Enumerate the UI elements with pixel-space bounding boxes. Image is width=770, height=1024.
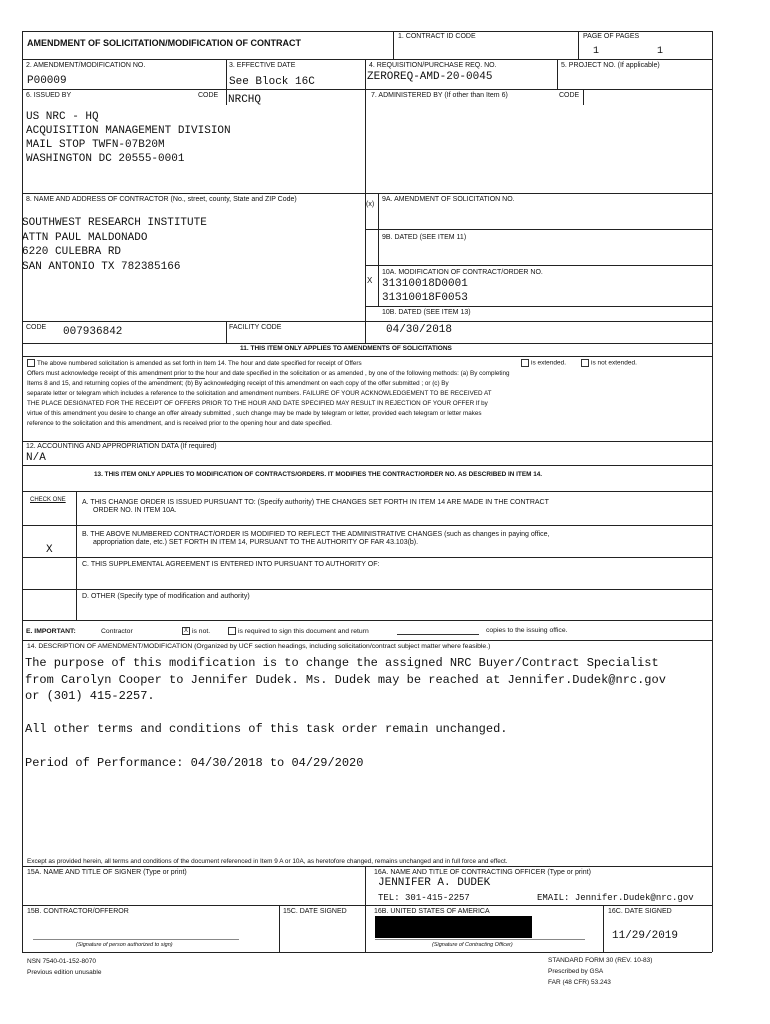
redacted-signature bbox=[375, 916, 532, 938]
officer-email: EMAIL: Jennifer.Dudek@nrc.gov bbox=[537, 893, 694, 903]
option-d: D. OTHER (Specify type of modification and authority) bbox=[82, 593, 250, 600]
option-b-check-mark: X bbox=[46, 544, 53, 556]
description-text: The purpose of this modification is to change the assigned NRC Buyer/Contract Specialist from Carolyn Cooper to Jennifer Dudek. Ms. Dudek may be reached at Jennifer.Dudek@nrc.gov or (301) 415-2257. All other terms and conditions of this task order remain unchanged. Period of Performance: 04/30/2018 to 04/29/2020 bbox=[25, 656, 666, 770]
contractor-text: Contractor bbox=[101, 628, 133, 635]
not-extended-checkbox[interactable] bbox=[581, 359, 589, 367]
modification-date: 04/30/2018 bbox=[386, 324, 453, 336]
is-required-checkbox[interactable] bbox=[228, 627, 236, 635]
modification-numbers: 31310018D0001 31310018F0053 bbox=[382, 278, 468, 304]
administered-by-label: 7. ADMINISTERED BY (If other than Item 6) bbox=[371, 92, 508, 99]
nsn-block: NSN 7540-01-152-8070 Previous edition unusable bbox=[27, 958, 102, 976]
officer-name: JENNIFER A. DUDEK bbox=[378, 877, 491, 889]
accounting-value: N/A bbox=[26, 452, 46, 464]
important-label: E. IMPORTANT: bbox=[26, 628, 76, 635]
solicitation-dated-label: 9B. DATED (SEE ITEM 11) bbox=[382, 234, 467, 241]
issued-by-address: US NRC - HQ ACQUISITION MANAGEMENT DIVISION MAIL STOP TWFN-07B20M WASHINGTON DC 20555-0001 bbox=[26, 111, 231, 165]
officer-signature-caption: (Signature of Contracting Officer) bbox=[432, 942, 513, 948]
officer-name-label: 16A. NAME AND TITLE OF CONTRACTING OFFICER (Type or print) bbox=[374, 869, 591, 876]
accounting-label: 12. ACCOUNTING AND APPROPRIATION DATA (If required) bbox=[26, 443, 217, 450]
page-count: 1 bbox=[657, 46, 664, 57]
item11-checkbox[interactable] bbox=[27, 359, 35, 367]
contractor-code: 007936842 bbox=[63, 326, 123, 338]
contractor-code-label: CODE bbox=[26, 324, 47, 331]
effective-date-label: 3. EFFECTIVE DATE bbox=[229, 62, 296, 69]
check-one-label: CHECK ONE bbox=[30, 497, 66, 503]
is-required-option[interactable]: is required to sign this document and return bbox=[228, 627, 369, 635]
officer-phone: TEL: 301-415-2257 bbox=[378, 893, 470, 903]
amendment-no: P00009 bbox=[27, 75, 67, 87]
effective-date: See Block 16C bbox=[229, 76, 315, 88]
extended-option[interactable]: is extended. bbox=[521, 359, 566, 367]
option-b: B. THE ABOVE NUMBERED CONTRACT/ORDER IS MODIFIED TO REFLECT THE ADMINISTRATIVE CHANGES (such as changes in paying office, appropriation date, etc.) SET FORTH IN ITEM 14, PURSUANT TO THE AUTHORITY OF FAR 43.103(b). bbox=[82, 531, 550, 546]
is-not-option[interactable]: X is not. bbox=[183, 627, 211, 635]
modification-dated-label: 10B. DATED (SEE ITEM 13) bbox=[382, 309, 471, 316]
contractor-label: 8. NAME AND ADDRESS OF CONTRACTOR (No., street, county, State and ZIP Code) bbox=[26, 196, 297, 203]
requisition-label: 4. REQUISITION/PURCHASE REQ. NO. bbox=[369, 62, 497, 69]
issued-by-code-label: CODE bbox=[198, 92, 219, 99]
not-extended-option[interactable]: is not extended. bbox=[581, 359, 637, 367]
contract-id-label: 1. CONTRACT ID CODE bbox=[398, 33, 476, 40]
item13-heading: 13. THIS ITEM ONLY APPLIES TO MODIFICATION OF CONTRACTS/ORDERS. IT MODIFIES THE CONTRACT/ORDER NO. AS DESCRIBED IN ITEM 14. bbox=[94, 471, 543, 478]
extended-checkbox[interactable] bbox=[521, 359, 529, 367]
administered-by-code-label: CODE bbox=[559, 92, 580, 99]
modification-check-mark: X bbox=[367, 276, 373, 285]
copies-text: copies to the issuing office. bbox=[486, 627, 568, 634]
page-number: 1 bbox=[593, 46, 600, 57]
is-not-checkbox[interactable]: X bbox=[183, 628, 188, 634]
officer-date: 11/29/2019 bbox=[612, 930, 679, 942]
officer-date-label: 16C. DATE SIGNED bbox=[608, 908, 672, 915]
modification-no-label: 10A. MODIFICATION OF CONTRACT/ORDER NO. bbox=[382, 269, 543, 276]
option-a: A. THIS CHANGE ORDER IS ISSUED PURSUANT TO: (Specify authority) THE CHANGES SET FORTH IN ITEM 14 ARE MADE IN THE CONTRACT ORDER NO. IN ITEM 10A. bbox=[82, 499, 549, 514]
contractor-offeror-label: 15B. CONTRACTOR/OFFEROR bbox=[27, 908, 129, 915]
issued-by-code: NRCHQ bbox=[228, 94, 262, 106]
usa-label: 16B. UNITED STATES OF AMERICA bbox=[374, 908, 490, 915]
description-label: 14. DESCRIPTION OF AMENDMENT/MODIFICATION (Organized by UCF section headings, including solicitation/contract subject matter where feasible.) bbox=[27, 643, 491, 650]
x-column-label: (x) bbox=[366, 201, 375, 208]
project-no-label: 5. PROJECT NO. (If applicable) bbox=[561, 62, 660, 69]
option-c: C. THIS SUPPLEMENTAL AGREEMENT IS ENTERED INTO PURSUANT TO AUTHORITY OF: bbox=[82, 561, 380, 568]
solicitation-no-label: 9A. AMENDMENT OF SOLICITATION NO. bbox=[382, 196, 515, 203]
item11-text: The above numbered solicitation is amended as set forth in Item 14. The hour and date specified for receipt of Offers Offers must acknowledge receipt of this amendment prior to the hour and date specified in the solicitation or as amended , by one of the following methods: (a) By completing Items 8 and 15, and returning copies of the amendment; (b) By acknowledging receipt of this amendment on each copy of the offer submitted ; or (c) By separate letter or telegram which includes a reference to the solicitation and amendment numbers. FAILURE OF YOUR ACKNOWLEDGEMENT TO BE RECEIVED AT THE PLACE DESIGNATED FOR THE RECEIPT OF OFFERS PRIOR TO THE HOUR AND DATE SPECIFIED MAY RESULT IN REJECTION OF YOUR OFFER If by virtue of this amendment you desire to change an offer already submitted , such change may be made by telegram or letter, provided each telegram or letter makes reference to the solicitation and this amendment, and is received prior to the opening hour and date specified. bbox=[27, 360, 510, 427]
facility-code-label: FACILITY CODE bbox=[229, 324, 282, 331]
page-label: PAGE OF PAGES bbox=[583, 33, 640, 40]
item11-heading: 11. THIS ITEM ONLY APPLIES TO AMENDMENTS OF SOLICITATIONS bbox=[240, 345, 452, 352]
standard-form-block: STANDARD FORM 30 (REV. 10-83) Prescribed by GSA FAR (48 CFR) 53.243 bbox=[548, 957, 653, 986]
except-clause: Except as provided herein, all terms and conditions of the document referenced in Item 9 A or 10A, as heretofore changed, remains unchanged and in full force and effect. bbox=[27, 858, 508, 865]
contractor-date-label: 15C. DATE SIGNED bbox=[283, 908, 347, 915]
issued-by-label: 6. ISSUED BY bbox=[26, 92, 72, 99]
requisition-no: ZEROREQ-AMD-20-0045 bbox=[367, 71, 493, 83]
contractor-address: SOUTHWEST RESEARCH INSTITUTE ATTN PAUL MALDONADO 6220 CULEBRA RD SAN ANTONIO TX 782385166 bbox=[22, 217, 207, 273]
person-signature-caption: (Signature of person authorized to sign) bbox=[76, 942, 173, 948]
form-title: AMENDMENT OF SOLICITATION/MODIFICATION OF CONTRACT bbox=[27, 38, 301, 48]
amendment-no-label: 2. AMENDMENT/MODIFICATION NO. bbox=[26, 62, 146, 69]
signer-name-label: 15A. NAME AND TITLE OF SIGNER (Type or print) bbox=[27, 869, 187, 876]
